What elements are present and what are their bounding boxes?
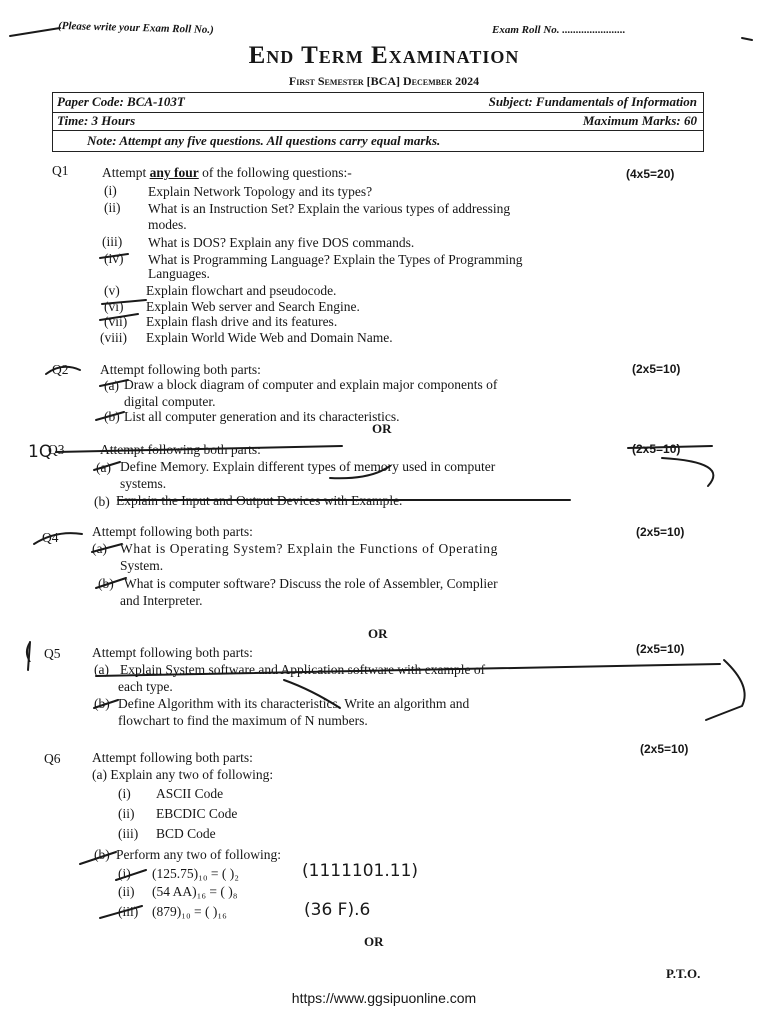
q5-number: Q5: [44, 646, 61, 661]
handwritten-side-mark: 1Q: [28, 442, 53, 462]
q6-b-item-text: (54 AA)₁₆ = ( )₈: [152, 884, 238, 899]
or-separator: OR: [368, 626, 388, 641]
q3-intro: Attempt following both parts:: [100, 442, 261, 457]
time-limit: Time: 3 Hours: [57, 113, 136, 128]
q1-item-label: (ii): [104, 200, 121, 215]
handwritten-answer: (1111101.11): [302, 861, 419, 881]
q6-marks: (2x5=10): [640, 742, 689, 756]
q3-b-text: Explain the Input and Output Devices with Example.: [116, 493, 403, 508]
q2-b-text: List all computer generation and its characteristics.: [124, 409, 400, 424]
q6-a-item-label: (i): [118, 786, 131, 801]
pen-stroke-header: [742, 38, 752, 40]
q6-a-item-text: BCD Code: [156, 826, 216, 841]
page-turn-over: P.T.O.: [666, 966, 701, 981]
q1-intro-post: of the following questions:-: [198, 165, 352, 180]
q5-marks: (2x5=10): [636, 642, 685, 656]
q3-a-label: (a): [96, 460, 111, 475]
q2-b-label: (b): [104, 409, 120, 424]
q1-item-text: Explain flash drive and its features.: [146, 314, 338, 329]
q4-marks: (2x5=10): [636, 525, 685, 539]
q6-b-item-label: (i): [118, 866, 131, 881]
q5-a-text-cont: each type.: [118, 679, 173, 694]
pen-tick-q1-vi: [102, 300, 146, 304]
q6-a-item-text: ASCII Code: [156, 786, 224, 801]
q4-a-text-cont: System.: [120, 558, 164, 573]
q2-marks: (2x5=10): [632, 362, 681, 376]
pen-tick-q5-b: [94, 700, 118, 708]
pen-curve-q3-inner: [330, 466, 390, 478]
q5-a-text: Explain System software and Application software with example of: [120, 662, 486, 677]
handwritten-side-mark: (: [24, 640, 33, 665]
q1-item-text: What is DOS? Explain any five DOS commands.: [148, 235, 415, 250]
pen-stroke-header: [10, 28, 60, 36]
source-url: https://www.ggsipuonline.com: [291, 990, 477, 1006]
subject: Subject: Fundamentals of Information: [488, 94, 697, 109]
pen-tick-q2-a: [100, 380, 128, 386]
pen-tick-q1-vii: [100, 314, 138, 320]
q6-b-item-text: (879)₁₀ = ( )₁₆: [152, 904, 227, 919]
q2-number: Q2: [52, 362, 69, 377]
q1-item-label: (v): [104, 283, 120, 298]
q6-a-text: (a) Explain any two of following:: [92, 767, 274, 782]
q5-b-text-cont: flowchart to find the maximum of N numbers.: [118, 713, 368, 728]
pen-curve-q5: [706, 660, 745, 720]
pen-tick-q6-b-iii: [100, 906, 142, 918]
q4-b-text-cont: and Interpreter.: [120, 593, 203, 608]
q6-a-item-text: EBCDIC Code: [156, 806, 238, 821]
q6-b-item-text: (125.75)₁₀ = ( )₂: [152, 866, 239, 881]
q6-b-item-label: (iii): [118, 904, 139, 919]
q1-item-text: Explain Web server and Search Engine.: [146, 299, 360, 314]
pen-tick-q4-a: [92, 544, 122, 552]
q6-a-item-label: (ii): [118, 806, 135, 821]
q1-item-text: What is an Instruction Set? Explain the various types of addressing: [148, 201, 511, 216]
q1-item-label: (viii): [100, 330, 127, 345]
q1-intro-pre: Attempt: [102, 165, 150, 180]
q1-item-label: (iv): [104, 251, 124, 266]
q1-number: Q1: [52, 163, 69, 178]
q6-a-item-label: (iii): [118, 826, 139, 841]
q1-item-text-cont: modes.: [148, 217, 187, 232]
q5-b-text: Define Algorithm with its characteristics. Write an algorithm and: [118, 696, 470, 711]
exam-title: End Term Examination: [248, 42, 520, 69]
q6-number: Q6: [44, 751, 61, 766]
q2-intro: Attempt following both parts:: [100, 362, 261, 377]
q3-a-text-cont: systems.: [120, 476, 167, 491]
pen-tick-q4: [34, 533, 82, 544]
or-separator: OR: [372, 421, 392, 436]
q3-b-label: (b): [94, 494, 110, 509]
pen-tick-q4-b: [96, 578, 126, 588]
handwritten-answer: (36 F).6: [304, 900, 371, 920]
q6-b-item-label: (ii): [118, 884, 135, 899]
q6-b-label: (b): [94, 847, 110, 862]
pen-tick-q6-b-i: [116, 870, 146, 880]
pen-strike-q5-a: [96, 664, 720, 676]
q1-item-label: (vii): [104, 314, 128, 329]
pen-tick-q2: [46, 367, 80, 374]
pen-strike-q3-marks: [628, 446, 712, 448]
q1-item-label: (vi): [104, 299, 124, 314]
pen-bracket-q5: [28, 642, 30, 670]
roll-number-note: (Please write your Exam Roll No.): [57, 19, 214, 37]
q4-b-text: What is computer software? Discuss the role of Assembler, Complier: [124, 576, 498, 591]
q1-item-label: (iii): [102, 234, 123, 249]
pen-curve-q3: [662, 458, 713, 486]
pen-tick-q1-iv: [100, 254, 128, 258]
q1-item-label: (i): [104, 183, 117, 198]
pen-tick-q6-b: [80, 852, 116, 864]
q1-item-text-cont: Languages.: [148, 266, 210, 281]
q3-a-text: Define Memory. Explain different types of memory used in computer: [120, 459, 496, 474]
q1-item-text: What is Programming Language? Explain the Types of Programming: [148, 252, 523, 267]
q3-number: Q3: [48, 442, 65, 457]
q2-a-text: Draw a block diagram of computer and explain major components of: [124, 377, 498, 392]
q3-marks: (2x5=10): [632, 442, 681, 456]
pen-cross-q5: [284, 680, 340, 708]
pen-strike-q3: [56, 446, 342, 452]
q5-intro: Attempt following both parts:: [92, 645, 253, 660]
q1-marks: (4x5=20): [626, 167, 675, 181]
exam-subtitle: First Semester [BCA] December 2024: [288, 74, 480, 88]
q1-item-text: Explain Network Topology and its types?: [148, 184, 373, 199]
q4-intro: Attempt following both parts:: [92, 524, 253, 539]
pen-tick-q3-a: [94, 462, 120, 470]
q4-a-text: What is Operating System? Explain the Functions of Operating: [120, 541, 498, 556]
q4-number: Q4: [42, 530, 59, 545]
q6-b-text: Perform any two of following:: [116, 847, 281, 862]
paper-code: Paper Code: BCA-103T: [57, 94, 185, 109]
q4-a-label: (a): [92, 541, 107, 556]
q5-b-label: (b): [94, 696, 110, 711]
q4-b-label: (b): [98, 576, 114, 591]
q1-item-text: Explain flowchart and pseudocode.: [146, 283, 337, 298]
q2-a-label: (a): [104, 378, 119, 393]
exam-roll-label: Exam Roll No. .......................: [492, 24, 626, 36]
exam-note: Note: Attempt any five questions. All questions carry equal marks.: [87, 133, 441, 148]
maximum-marks: Maximum Marks: 60: [582, 113, 697, 128]
q5-a-label: (a): [94, 662, 109, 677]
q1-item-text: Explain World Wide Web and Domain Name.: [146, 330, 393, 345]
or-separator: OR: [364, 934, 384, 949]
q1-intro-emphasis: any four: [149, 165, 199, 180]
q2-a-text-cont: digital computer.: [124, 394, 216, 409]
pen-tick-q2-b: [96, 412, 124, 420]
q6-intro: Attempt following both parts:: [92, 750, 253, 765]
